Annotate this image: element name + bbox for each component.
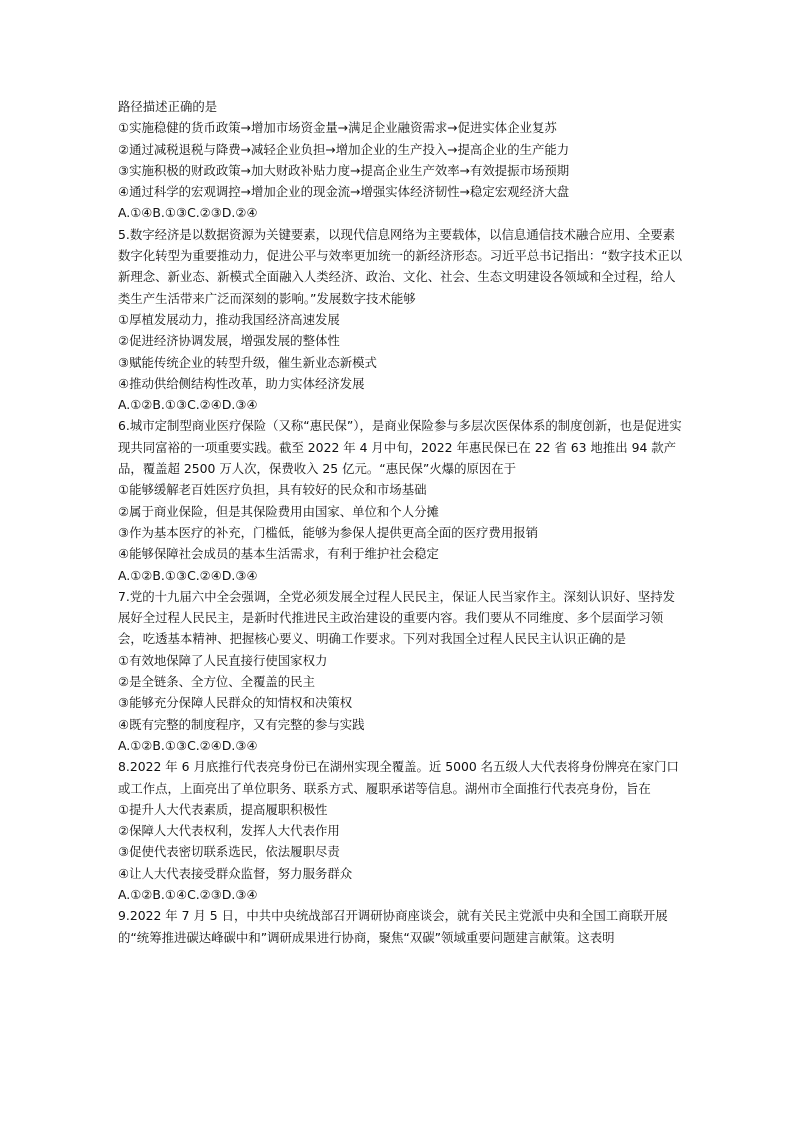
- exam-page: [118, 96, 686, 948]
- q7-option-2: ②是全链条、全方位、全覆盖的民主: [118, 674, 315, 690]
- q4-option-4: ④通过科学的宏观调控→增加企业的现金流→增强实体经济韧性→稳定宏观经济大盘: [118, 184, 570, 200]
- q5-option-3: ③赋能传统企业的转型升级，催生新业态新模式: [118, 354, 377, 370]
- q6-stem: 6.城市定制型商业医疗保险（又称“惠民保”），是商业保险参与多层次医保体系的制度创新，也是促进实现共同富裕的一项重要实践。截至 2022 年 4 月中旬，2022 年惠民保已在 22 省 63 地推出 94 款产品，覆盖超 2500 万人次，保费收入 25 亿元。“惠民保”火爆的原因在于: [118, 418, 682, 477]
- q4-option-1: ①实施稳健的货币政策→增加市场资金量→满足企业融资需求→促进实体企业复苏: [118, 120, 557, 136]
- q5-option-2: ②促进经济协调发展，增强发展的整体性: [118, 333, 340, 349]
- q6-answer-choices: A.①②B.①③C.②④D.③④: [118, 567, 258, 583]
- q8-option-4: ④让人大代表接受群众监督，努力服务群众: [118, 865, 353, 881]
- q7-option-1: ①有效地保障了人民直接行使国家权力: [118, 652, 328, 668]
- q4-answer-choices: A.①④B.①③C.②③D.②④: [118, 205, 258, 221]
- q8-option-2: ②保障人大代表权利，发挥人大代表作用: [118, 823, 340, 839]
- q7-option-4: ④既有完整的制度程序，又有完整的参与实践: [118, 716, 365, 732]
- q5-option-4: ④推动供给侧结构性改革，助力实体经济发展: [118, 375, 365, 391]
- q9-stem: 9.2022 年 7 月 5 日，中共中央统战部召开调研协商座谈会，就有关民主党派中央和全国工商联开展的“统筹推进碳达峰碳中和”调研成果进行协商，聚焦“双碳”领域重要问题建言献策。这表明: [118, 908, 668, 945]
- q4-option-2: ②通过减税退税与降费→减轻企业负担→增加企业的生产投入→提高企业的生产能力: [118, 141, 570, 157]
- q6-option-1: ①能够缓解老百姓医疗负担，具有较好的民众和市场基础: [118, 482, 427, 498]
- q6-option-3: ③作为基本医疗的补充，门槛低，能够为参保人提供更高全面的医疗费用报销: [118, 524, 538, 540]
- q5-answer-choices: A.①②B.①③C.②④D.③④: [118, 397, 258, 413]
- q8-option-1: ①提升人大代表素质，提高履职积极性: [118, 801, 328, 817]
- q6-option-4: ④能够保障社会成员的基本生活需求，有利于维护社会稳定: [118, 546, 439, 562]
- q8-option-3: ③促使代表密切联系选民，依法履职尽责: [118, 844, 340, 860]
- q7-stem: 7.党的十九届六中全会强调，全党必须发展全过程人民民主，保证人民当家作主。深刻认识好、坚持发展好全过程人民民主，是新时代推进民主政治建设的重要内容。我们要从不同维度、多个层面学习领会，吃透基本精神、把握核心要义、明确工作要求。下列对我国全过程人民民主认识正确的是: [118, 588, 676, 647]
- q5-option-1: ①厚植发展动力，推动我国经济高速发展: [118, 311, 340, 327]
- q4-option-3: ③实施积极的财政政策→加大财政补贴力度→提高企业生产效率→有效提振市场预期: [118, 162, 570, 178]
- q7-answer-choices: A.①②B.①③C.②④D.③④: [118, 737, 258, 753]
- q5-stem: 5.数字经济是以数据资源为关键要素，以现代信息网络为主要载体，以信息通信技术融合应用、全要素数字化转型为重要推动力，促进公平与效率更加统一的新经济形态。习近平总书记指出：“数字技术正以新理念、新业态、新模式全面融入人类经济、政治、文化、社会、生态文明建设各领域和全过程，给人类生产生活带来广泛而深刻的影响。”发展数字技术能够: [118, 226, 682, 306]
- q8-answer-choices: A.①②B.①④C.②③D.③④: [118, 886, 258, 902]
- q6-option-2: ②属于商业保险，但是其保险费用由国家、单位和个人分摊: [118, 503, 439, 519]
- q7-option-3: ③能够充分保障人民群众的知情权和决策权: [118, 695, 353, 711]
- q4-stem-tail: 路径描述正确的是: [118, 99, 218, 114]
- q8-stem: 8.2022 年 6 月底推行代表亮身份已在湖州实现全覆盖。近 5000 名五级人大代表将身份牌亮在家门口或工作点，上面亮出了单位职务、联系方式、履职承诺等信息。湖州市全面推行代表亮身份，旨在: [118, 759, 679, 796]
